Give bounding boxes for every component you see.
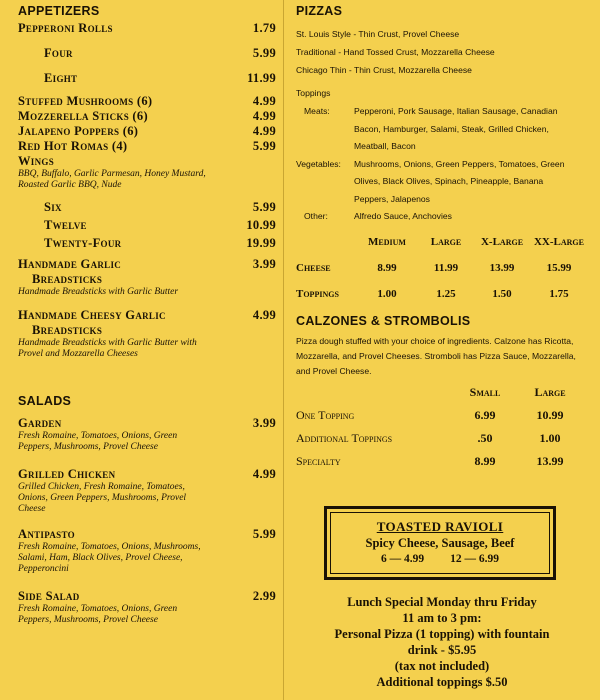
column-divider (283, 0, 284, 700)
meats-list: Pepperoni, Pork Sausage, Italian Sausage, Canadian Bacon, Hamburger, Salami, Steak, Grilled Chicken, Meatball, Bacon (354, 106, 558, 151)
menu-item-wings: Wings (18, 154, 55, 168)
menu-item-jalapeno-poppers: Jalapeno Poppers (6) 4.99 (18, 124, 276, 138)
cheese-price-large: 11.99 (433, 261, 459, 274)
salads-heading: SALADS (18, 394, 72, 408)
menu-item-pepperoni-four: Four 5.99 (44, 46, 276, 60)
other-label: Other: (304, 211, 328, 221)
toppings-heading: Toppings (296, 88, 331, 98)
pizza-price-table (296, 236, 588, 300)
menu-item-wings-twenty-four: Twenty-Four 19.99 (44, 236, 276, 250)
meats-label: Meats: (304, 106, 330, 116)
menu-item-cheesy-garlic-breadsticks: Handmade Cheesy Garlic 4.99 Breadsticks Handmade Breadsticks with Garlic Butter with Provel and Mozzarella Cheeses (18, 308, 276, 359)
menu-item-side-salad: Side Salad 2.99 Fresh Romaine, Tomatoes, Onions, Green Peppers, Mushrooms, Provel Cheese (18, 589, 276, 625)
ravioli-prices (331, 553, 549, 565)
calzone-price-table: Small Large One Topping 6.99 10.99 Additional Toppings .50 1.00 Specialty 8.99 13.99 (296, 385, 588, 469)
left-column (18, 4, 276, 626)
other-list: Alfredo Sauce, Anchovies (354, 211, 452, 221)
cheese-price-medium: 8.99 (377, 261, 397, 274)
appetizers-heading: APPETIZERS (18, 4, 100, 18)
calzone-row-additional-toppings: Additional Toppings (296, 430, 393, 445)
calzone-size-large: Large (534, 384, 566, 399)
calzone-size-small: Small (469, 384, 501, 399)
pizza-style-traditional: Traditional - Hand Tossed Crust, Mozzarella Cheese (296, 47, 495, 57)
right-column (296, 4, 588, 469)
lunch-special: Lunch Special Monday thru Friday 11 am to 3 pm: Personal Pizza (1 topping) with fountain drink - $5.95 (tax not included) Additional toppings $.50 (334, 595, 550, 689)
menu-item-stuffed-mushrooms: Stuffed Mushrooms (6) 4.99 (18, 94, 276, 108)
menu-item-garden-salad: Garden 3.99 Fresh Romaine, Tomatoes, Onions, Green Peppers, Mushrooms, Provel Cheese (18, 416, 276, 452)
toasted-ravioli-box (324, 506, 556, 580)
size-xx-large: XX-Large (533, 235, 584, 248)
cheese-price-x-large: 13.99 (489, 261, 515, 274)
topping-price-xx-large: 1.75 (549, 287, 569, 300)
pizza-style-chicago: Chicago Thin - Thin Crust, Mozzarella Cheese (296, 65, 472, 75)
cheese-label: Cheese (296, 261, 331, 274)
pizzas-heading: PIZZAS (296, 4, 343, 18)
menu-item-grilled-chicken-salad: Grilled Chicken 4.99 Grilled Chicken, Fresh Romaine, Tomatoes, Onions, Green Peppers, Mushrooms, Provel Cheese (18, 467, 276, 514)
menu-item-wings-six: Six 5.99 (44, 200, 276, 214)
calzone-row-specialty: Specialty (296, 453, 341, 468)
size-large: Large (430, 235, 462, 248)
cheesy-breadsticks-description: Handmade Breadsticks with Garlic Butter with Provel and Mozzarella Cheeses (18, 338, 197, 359)
calzones-description: Pizza dough stuffed with your choice of ingredients. Calzone has Ricotta, Mozzarella, and Provel Cheeses. Stromboli has Pizza Sauce, Mozzarella, and Provel Cheese. (296, 335, 576, 376)
topping-price-medium: 1.00 (377, 287, 397, 300)
menu-item-mozzerella-sticks: Mozzerella Sticks (6) 4.99 (18, 109, 276, 123)
ravioli-price-six: 6 — 4.99 (381, 553, 425, 565)
ravioli-price-twelve: 12 — 6.99 (450, 553, 499, 565)
garlic-breadsticks-description: Handmade Breadsticks with Garlic Butter (18, 287, 179, 297)
menu-item-wings-twelve: Twelve 10.99 (44, 218, 276, 232)
toppings-list (296, 103, 588, 226)
topping-price-x-large: 1.50 (492, 287, 512, 300)
toppings-label: Toppings (296, 287, 339, 300)
wings-description: BBQ, Buffalo, Garlic Parmesan, Honey Mustard, Roasted Garlic BBQ, Nude (18, 169, 206, 190)
menu-item-pepperoni-rolls: Pepperoni Rolls 1.79 (18, 21, 276, 35)
vegetables-list: Mushrooms, Onions, Green Peppers, Tomatoes, Green Olives, Black Olives, Spinach, Pineapple, Banana Peppers, Jalapenos (354, 158, 565, 204)
calzones-heading: CALZONES & STROMBOLIS (296, 313, 471, 328)
menu-item-red-hot-romas: Red Hot Romas (4) 5.99 (18, 139, 276, 153)
topping-price-large: 1.25 (436, 287, 456, 300)
size-x-large: X-Large (480, 235, 524, 248)
menu-item-garlic-breadsticks: Handmade Garlic 3.99 Breadsticks Handmade Breadsticks with Garlic Butter (18, 257, 276, 297)
size-medium: Medium (368, 235, 406, 248)
cheese-price-xx-large: 15.99 (546, 261, 572, 274)
pizza-style-st-louis: St. Louis Style - Thin Crust, Provel Cheese (296, 29, 460, 39)
menu-item-antipasto-salad: Antipasto 5.99 Fresh Romaine, Tomatoes, Onions, Mushrooms, Salami, Ham, Black Olives, Provel Cheese, Pepperoncini (18, 527, 276, 574)
ravioli-title: TOASTED RAVIOLI (376, 519, 504, 534)
menu-item-pepperoni-eight: Eight 11.99 (44, 71, 276, 85)
vegetables-label: Vegetables: (296, 158, 341, 169)
calzone-row-one-topping: One Topping (296, 407, 355, 422)
ravioli-flavors: Spicy Cheese, Sausage, Beef (365, 536, 515, 550)
